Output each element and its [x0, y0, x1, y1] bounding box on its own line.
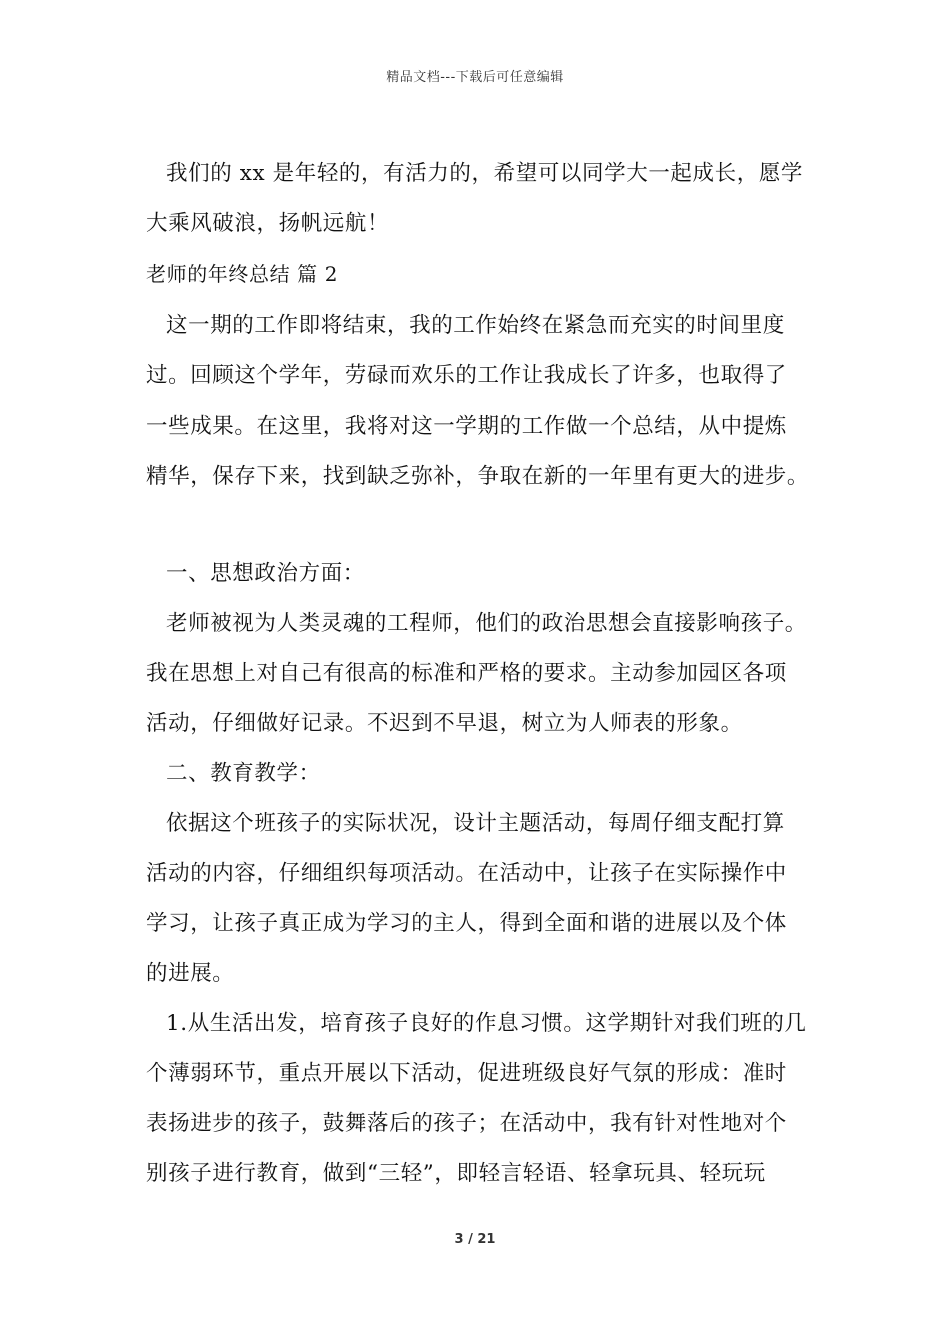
paragraph-line: 个薄弱环节，重点开展以下活动，促进班级良好气氛的形成：准时 — [146, 1061, 787, 1086]
paragraph-line: 一些成果。在这里，我将对这一学期的工作做一个总结，从中提炼 — [146, 414, 787, 439]
section-heading: 二、教育教学： — [166, 761, 321, 786]
paragraph-line: 表扬进步的孩子，鼓舞落后的孩子；在活动中，我有针对性地对个 — [146, 1111, 787, 1136]
paragraph-line: 的进展。 — [146, 961, 235, 986]
paragraph-line: 我在思想上对自己有很高的标准和严格的要求。主动参加园区各项 — [146, 661, 787, 686]
paragraph-line: 活动的内容，仔细组织每项活动。在活动中，让孩子在实际操作中 — [146, 861, 787, 886]
paragraph-line: 老师被视为人类灵魂的工程师，他们的政治思想会直接影响孩子。 — [166, 611, 807, 636]
paragraph-line: 依据这个班孩子的实际状况，设计主题活动，每周仔细支配打算 — [166, 811, 785, 836]
paragraph-line: 这一期的工作即将结束，我的工作始终在紧急而充实的时间里度 — [166, 313, 785, 338]
paragraph-line: 学习，让孩子真正成为学习的主人，得到全面和谐的进展以及个体 — [146, 911, 787, 936]
paragraph-line: 我们的 xx 是年轻的，有活力的，希望可以同学大一起成长，愿学 — [166, 161, 804, 186]
section-heading: 一、思想政治方面： — [166, 561, 365, 586]
section-title: 老师的年终总结 篇 2 — [146, 262, 339, 286]
paragraph-line: 大乘风破浪，扬帆远航！ — [146, 211, 390, 236]
paragraph-line: 活动，仔细做好记录。不迟到不早退，树立为人师表的形象。 — [146, 711, 743, 736]
paragraph-line: 过。回顾这个学年，劳碌而欢乐的工作让我成长了许多，也取得了 — [146, 363, 787, 388]
page-number: 3 / 21 — [454, 1232, 496, 1247]
paragraph-line: 别孩子进行教育，做到“三轻”，即轻言轻语、轻拿玩具、轻玩玩 — [146, 1161, 766, 1186]
page-header: 精品文档---下载后可任意编辑 — [386, 70, 564, 85]
paragraph-line: 精华，保存下来，找到缺乏弥补，争取在新的一年里有更大的进步。 — [146, 464, 810, 489]
paragraph-line: 1.从生活出发，培育孩子良好的作息习惯。这学期针对我们班的几 — [166, 1011, 807, 1036]
